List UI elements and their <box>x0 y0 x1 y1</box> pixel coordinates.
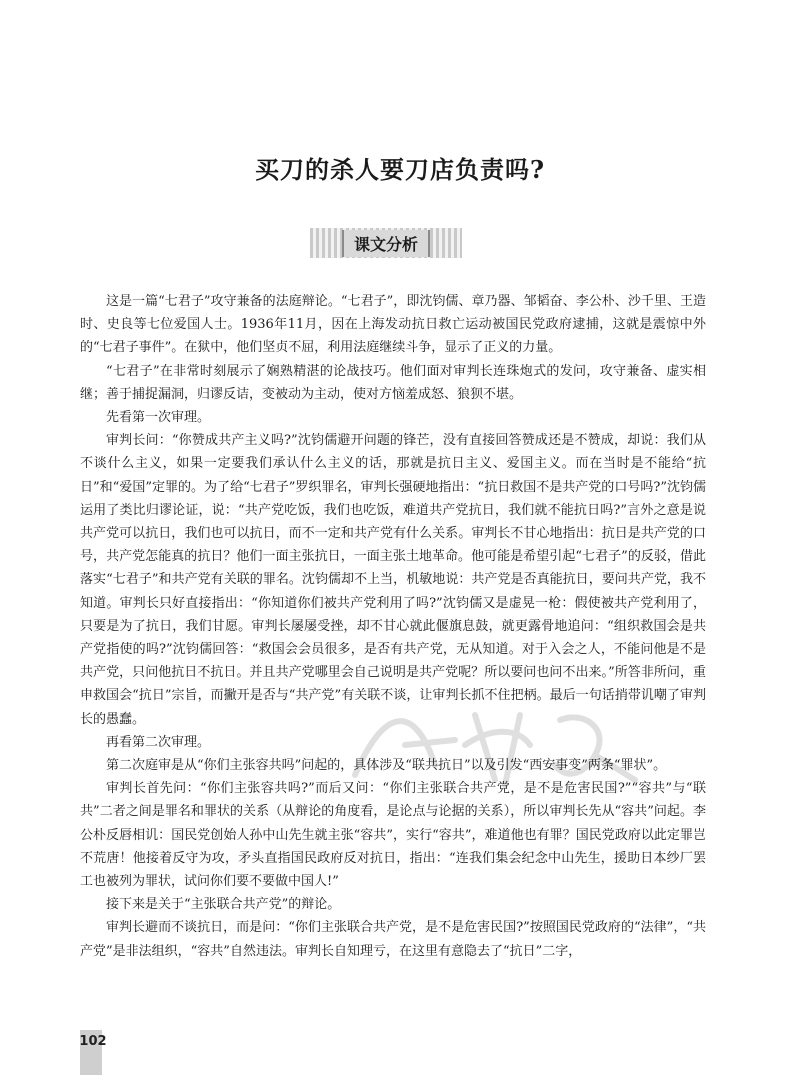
section-banner <box>310 228 462 258</box>
paragraph: 先看第一次审理。 <box>106 410 211 426</box>
section-heading: 课文分析 <box>342 230 430 257</box>
paragraph: 第二次庭审是从“你们主张容共吗”问起的，具体涉及“联共抗日”以及引发“西安事变”两条“罪状”。 <box>106 758 667 774</box>
page-title: 买刀的杀人要刀店负责吗? <box>254 155 546 184</box>
paragraph: 这是一篇“七君子”攻守兼备的法庭辩论。“七君子”，即沈钧儒、章乃器、邹韬奋、李公朴、沙千里、王造时、史良等七位爱国人士。1936年11月，因在上海发动抗日救亡运动被国民党政府逮捕，这就是震惊中外的“七君子事件”。在狱中，他们坚贞不屈，利用法庭继续斗争，显示了正义的力量。 <box>80 294 706 356</box>
page-number: 102 <box>79 1034 107 1049</box>
paragraph: 审判长避而不谈抗日，而是问：“你们主张联合共产党，是不是危害民国?”按照国民党政府的“法律”，“共产党”是非法组织，“容共”自然违法。审判长自知理亏，在这里有意隐去了“抗日”二字， <box>80 920 706 959</box>
body-text <box>80 290 706 963</box>
paragraph: 接下来是关于“主张联合共产党”的辩论。 <box>106 897 341 913</box>
paragraph: 审判长问：“你赞成共产主义吗?”沈钧儒避开问题的锋芒，没有直接回答赞成还是不赞成，却说：我们从不谈什么主义，如果一定要我们承认什么主义的话，那就是抗日主义、爱国主义。而在当时是不能给“抗日”和“爱国”定罪的。为了给“七君子”罗织罪名，审判长强硬地指出：“抗日救国不是共产党的口号吗?”沈钧儒运用了类比归谬论证，说：“共产党吃饭，我们也吃饭，难道共产党抗日，我们就不能抗日吗?”言外之意是说共产党可以抗日，我们也可以抗日，而不一定和共产党有什么关系。审判长不甘心地指出：抗日是共产党的口号，共产党怎能真的抗日？他们一面主张抗日，一面主张土地革命。他可能是希望引起“七君子”的反驳，借此落实“七君子”和共产党有关联的罪名。沈钧儒却不上当，机敏地说：共产党是否真能抗日，要问共产党，我不知道。审判长只好直接指出：“你知道你们被共产党利用了吗?”沈钧儒又是虚晃一枪：假使被共产党利用了，只要是为了抗日，我们甘愿。审判长屡屡受挫，却不甘心就此偃旗息鼓，就更露骨地追问：“组织救国会是共产党指使的吗?”沈钧儒回答：“救国会会员很多，是否有共产党，无从知道。对于入会之人，不能问他是不是共产党，只问他抗日不抗日。并且共产党哪里会自己说明是共产党呢？所以要问也问不出来。”所答非所问，重申救国会“抗日”宗旨，而撇开是否与“共产党”有关联不谈，让审判长抓不住把柄。最后一句话捎带讥嘲了审判长的愚蠢。 <box>80 433 706 727</box>
paragraph: 再看第二次审理。 <box>106 734 211 750</box>
paragraph: “七君子”在非常时刻展示了娴熟精湛的论战技巧。他们面对审判长连珠炮式的发问，攻守兼备、虚实相继；善于捕捉漏洞，归谬反诘，变被动为主动，使对方恼羞成怒、狼狈不堪。 <box>80 363 706 402</box>
paragraph: 审判长首先问：“你们主张容共吗?”而后又问：“你们主张联合共产党，是不是危害民国?”“容共”与“联共”二者之间是罪名和罪状的关系（从辩论的角度看，是论点与论据的关系），所以审判长先从“容共”问起。李公朴反唇相讥：国民党创始人孙中山先生就主张“容共”，实行“容共”，难道他也有罪？国民党政府以此定罪岂不荒唐！他接着反守为攻，矛头直指国民政府反对抗日，指出：“连我们集会纪念中山先生，援助日本纱厂罢工也被列为罪状，试问你们要不要做中国人!” <box>80 781 706 890</box>
